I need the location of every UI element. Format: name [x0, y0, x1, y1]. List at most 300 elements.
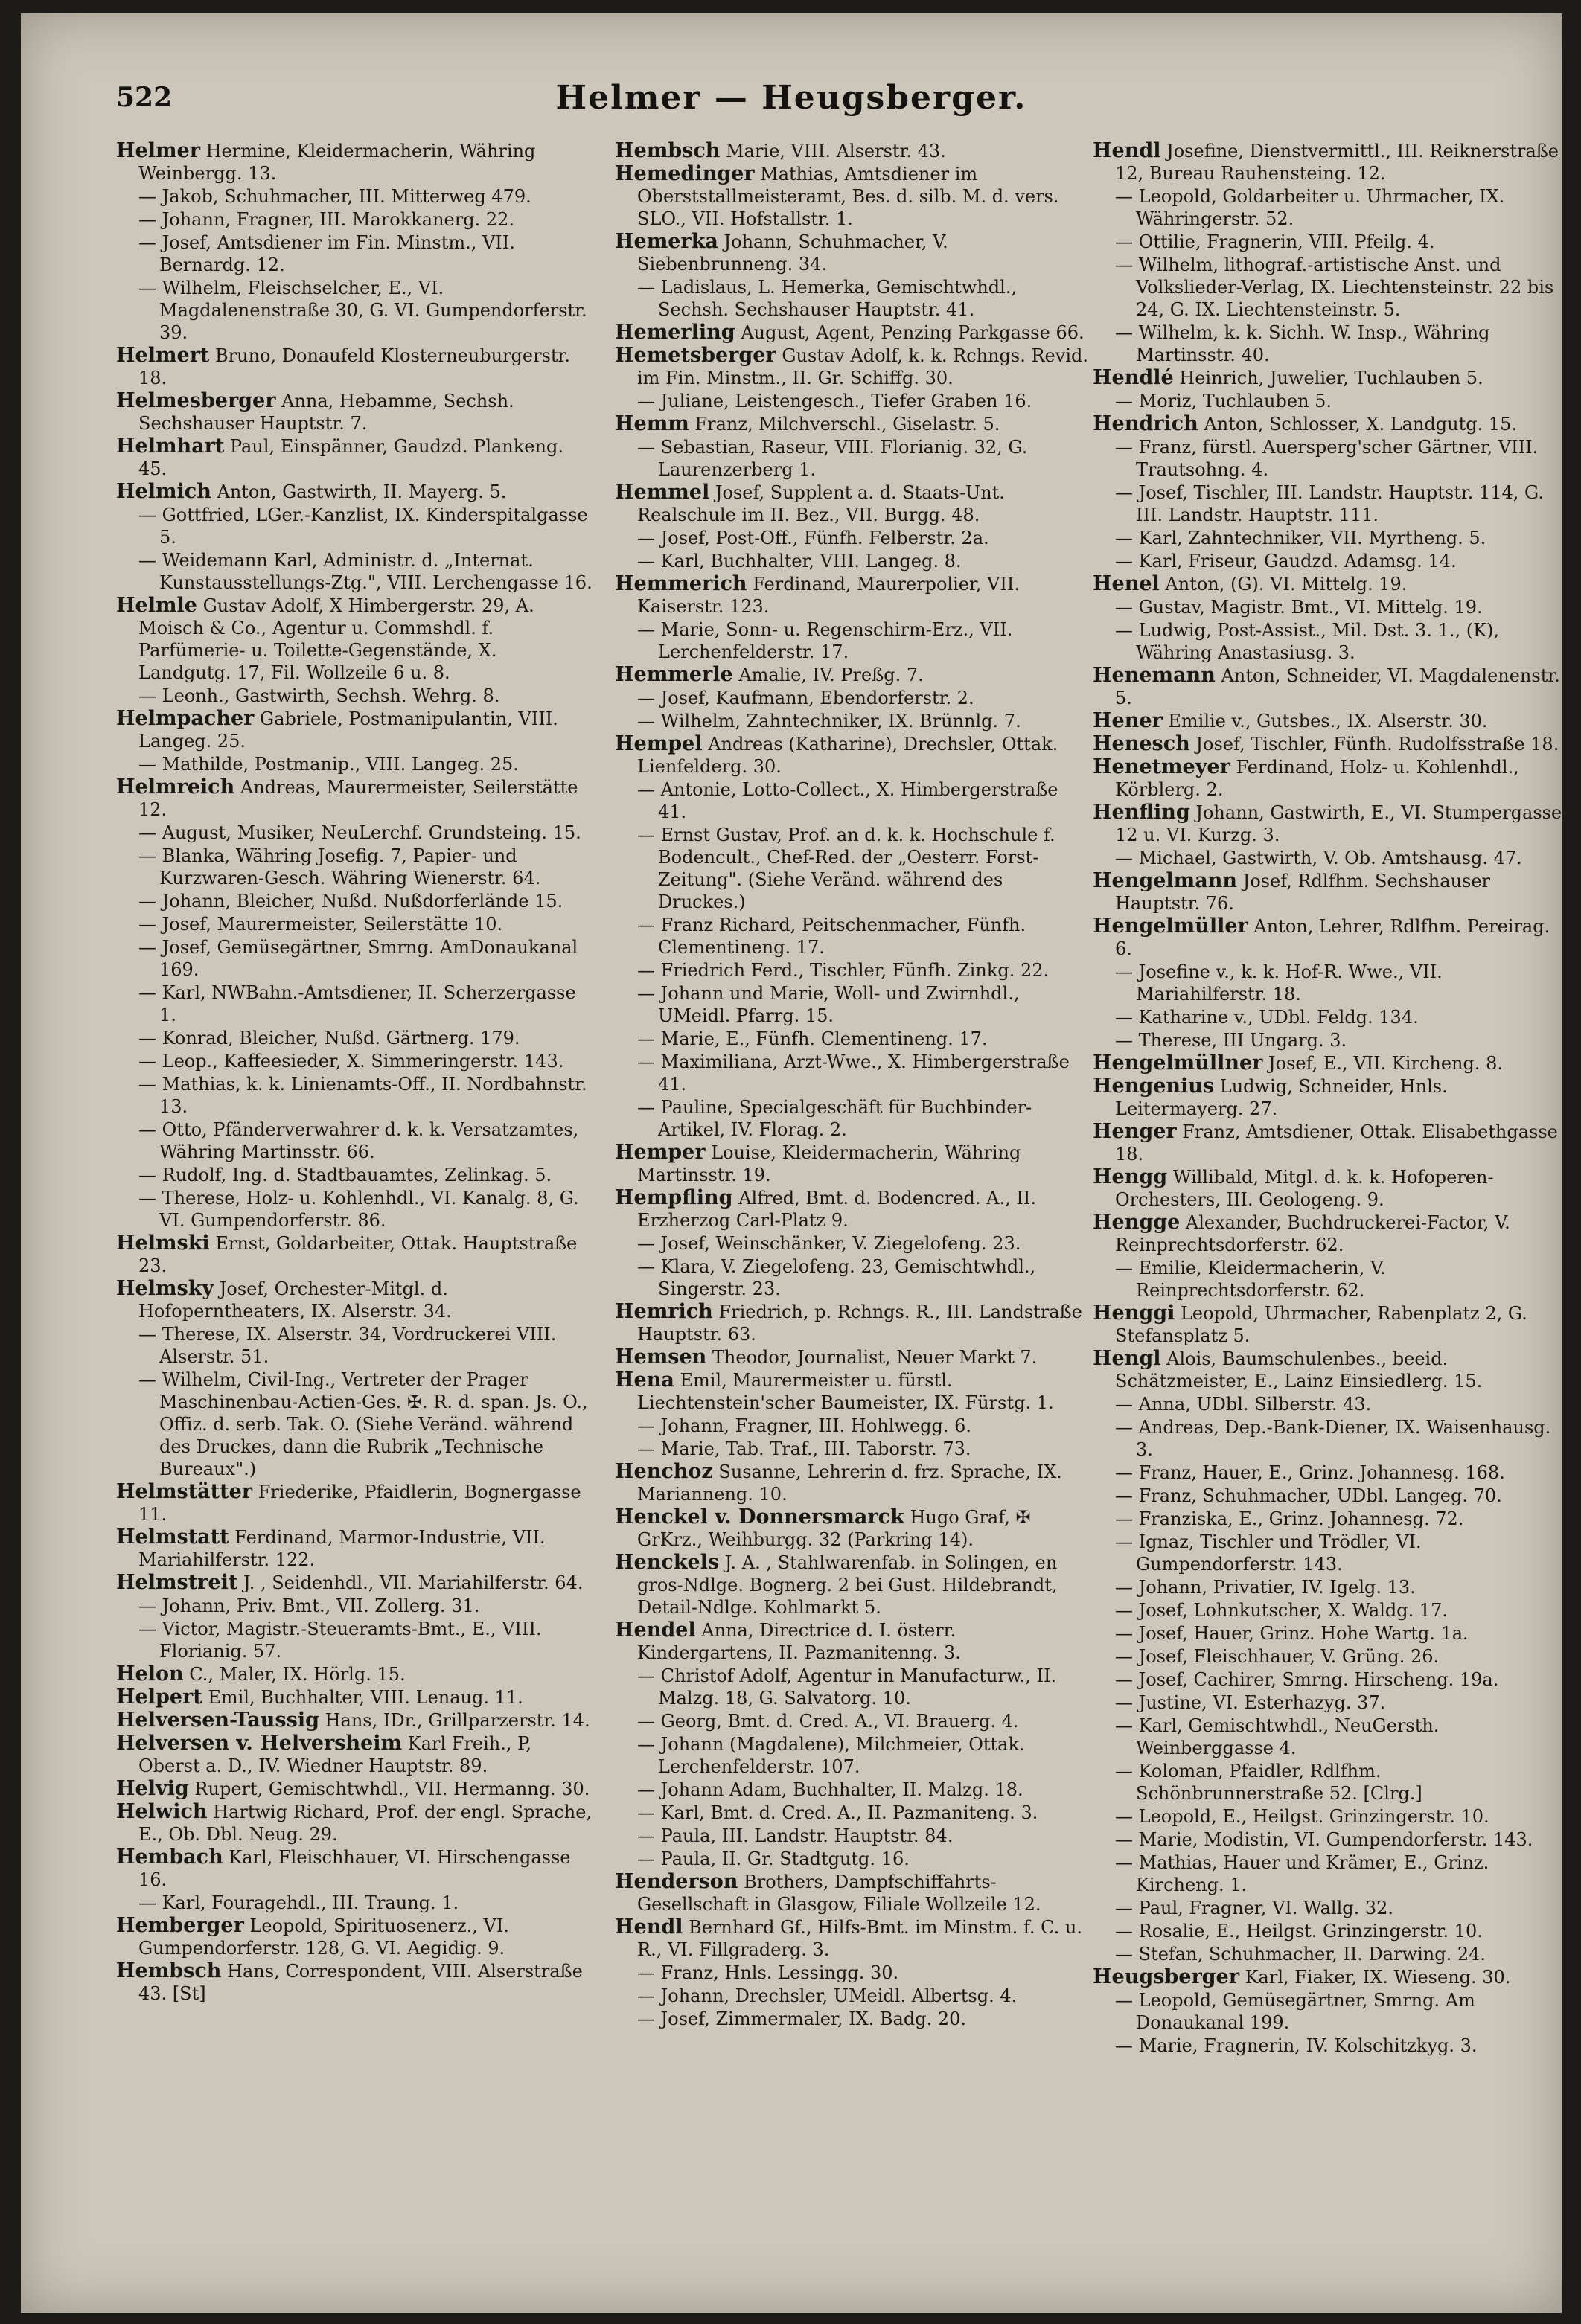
directory-entry — [1093, 231, 1562, 253]
entry-details: — Karl, Fouragehdl., III. Traung. 1. — [138, 1892, 459, 1913]
directory-entry — [615, 163, 1091, 230]
directory-entry — [116, 1732, 593, 1777]
entry-details: — Johann Adam, Buchhalter, II. Malzg. 18. — [637, 1779, 1023, 1800]
directory-entry — [116, 595, 593, 684]
entry-details: — Josef, Kaufmann, Ebendorferstr. 2. — [637, 688, 974, 708]
entry-details: Josef, Orchester-Mitgl. d. Hofoperntheaters, IX. Alserstr. 34. — [138, 1278, 452, 1322]
entry-details: — Johann (Magdalene), Milchmeier, Ottak. Lerchenfelderstr. 107. — [637, 1734, 1025, 1777]
entry-details: — Mathias, Hauer und Krämer, E., Grinz. Kircheng. 1. — [1115, 1852, 1489, 1895]
entry-details: — Karl, Friseur, Gaudzd. Adamsg. 14. — [1115, 551, 1457, 572]
entry-details: Josef, E., VII. Kircheng. 8. — [1268, 1053, 1504, 1074]
entry-surname: Henchoz — [615, 1460, 713, 1483]
directory-page — [21, 13, 1562, 2313]
directory-entry — [116, 708, 593, 752]
entry-details: — Ignaz, Tischler und Trödler, VI. Gumpendorferstr. 143. — [1115, 1531, 1422, 1575]
entry-surname: Helmich — [116, 480, 211, 503]
directory-entry — [615, 778, 1091, 823]
directory-entry — [615, 1187, 1091, 1232]
entry-surname: Hembsch — [116, 1959, 222, 1982]
entry-details: Josef, Rdlfhm. Sechshauser Hauptstr. 76. — [1115, 871, 1491, 914]
entry-details: — Antonie, Lotto-Collect., X. Himbergerstraße 41. — [637, 779, 1058, 822]
directory-entry — [615, 1916, 1091, 1961]
entry-details: — Karl, Zahntechniker, VII. Myrtheng. 5. — [1115, 528, 1486, 548]
directory-entry — [1093, 1622, 1562, 1645]
entry-surname: Hemper — [615, 1141, 706, 1164]
entry-details: — Karl, Gemischtwhdl., NeuGersth. Weinberggasse 4. — [1115, 1715, 1440, 1758]
entry-surname: Hengelmann — [1093, 869, 1237, 892]
directory-entry — [116, 1846, 593, 1891]
directory-entry — [615, 1051, 1091, 1095]
directory-entry — [1093, 1416, 1562, 1461]
entry-surname: Helmski — [116, 1232, 210, 1255]
entry-details: August, Agent, Penzing Parkgasse 66. — [741, 322, 1085, 343]
entry-surname: Helpert — [116, 1686, 202, 1709]
entry-details: Josef, Supplent a. d. Staats-Unt. Realschule im II. Bez., VII. Burgg. 48. — [637, 482, 1005, 525]
directory-entry — [615, 1232, 1091, 1255]
directory-entry — [1093, 573, 1562, 595]
directory-entry — [116, 1915, 593, 1959]
entry-details: — Koloman, Pfaidler, Rdlfhm. Schönbrunnerstraße 52. [Clrg.] — [1115, 1761, 1422, 1804]
directory-entry — [116, 1572, 593, 1594]
entry-surname: Helmpacher — [116, 707, 255, 730]
entry-details: Paul, Einspänner, Gaudzd. Plankeng. 45. — [138, 436, 563, 479]
directory-entry — [116, 504, 593, 548]
entry-details: Marie, VIII. Alserstr. 43. — [726, 141, 946, 161]
directory-entry — [1093, 1851, 1562, 1896]
directory-entry — [1093, 321, 1562, 366]
entry-details: Franz, Amtsdiener, Ottak. Elisabethgasse 18. — [1115, 1121, 1558, 1165]
entry-details: — Leopold, E., Heilgst. Grinzingerstr. 10. — [1115, 1806, 1489, 1827]
directory-entry — [1093, 1943, 1562, 1965]
entry-details: Andreas (Katharine), Drechsler, Ottak. Lienfelderg. 30. — [637, 734, 1058, 777]
entry-details: Hans, IDr., Grillparzerstr. 14. — [325, 1710, 590, 1731]
entry-details: — Blanka, Währing Josefig. 7, Papier- und Kurzwaren-Gesch. Währing Wienerstr. 64. — [138, 845, 541, 889]
directory-entry — [1093, 481, 1562, 526]
entry-surname: Helmer — [116, 140, 200, 162]
entry-surname: Hembsch — [615, 140, 721, 162]
directory-entry — [615, 618, 1091, 663]
entry-details: — Franz, fürstl. Auersperg'scher Gärtner, VIII. Trautsohng. 4. — [1115, 437, 1539, 480]
directory-entry — [1093, 756, 1562, 801]
directory-entry — [615, 1871, 1091, 1915]
entry-surname: Hemrich — [615, 1300, 713, 1323]
entry-details: — Leonh., Gastwirth, Sechsh. Wehrg. 8. — [138, 685, 500, 706]
directory-entry — [116, 1164, 593, 1186]
entry-details: Louise, Kleidermacherin, Währing Martinsstr. 19. — [637, 1142, 1021, 1185]
entry-details: — Paula, II. Gr. Stadtgutg. 16. — [637, 1848, 910, 1869]
entry-details: — Otto, Pfänderverwahrer d. k. k. Versatzamtes, Währing Martinsstr. 66. — [138, 1119, 579, 1162]
directory-entry — [615, 824, 1091, 913]
entry-surname: Hengelmüller — [1093, 915, 1248, 938]
entry-details: Josefine, Dienstvermittl., III. Reiknerstraße 12, Bureau Rauhensteing. 12. — [1115, 141, 1559, 184]
entry-details: — Rosalie, E., Heilgst. Grinzingerstr. 10. — [1115, 1921, 1483, 1942]
entry-details: Ferdinand, Marmor-Industrie, VII. Mariahilferstr. 122. — [138, 1527, 546, 1570]
entry-surname: Hendl — [615, 1915, 683, 1939]
directory-entry — [1093, 665, 1562, 709]
entry-details: — Paul, Fragner, VI. Wallg. 32. — [1115, 1898, 1394, 1918]
directory-entry — [1093, 1075, 1562, 1120]
entry-details: — Georg, Bmt. d. Cred. A., VI. Brauerg. 4. — [637, 1711, 1019, 1732]
entry-details: — Anna, UDbl. Silberstr. 43. — [1115, 1394, 1372, 1415]
entry-details: Alfred, Bmt. d. Bodencred. A., II. Erzherzog Carl-Platz 9. — [637, 1188, 1036, 1231]
entry-details: Amalie, IV. Preßg. 7. — [738, 665, 924, 685]
directory-entry — [615, 1438, 1091, 1460]
entry-surname: Hena — [615, 1369, 674, 1392]
entry-surname: Hembach — [116, 1846, 223, 1869]
entry-details: — Josefine v., k. k. Hof-R. Wwe., VII. Mariahilferstr. 18. — [1115, 961, 1443, 1005]
entry-details: Anna, Hebamme, Sechsh. Sechshauser Hauptstr. 7. — [138, 391, 514, 434]
directory-entry — [1093, 1989, 1562, 2034]
directory-entry — [615, 550, 1091, 572]
directory-entry — [116, 913, 593, 935]
entry-surname: Henel — [1093, 572, 1160, 595]
directory-entry — [116, 1187, 593, 1232]
entry-details: Ludwig, Schneider, Hnls. Leitermayerg. 27. — [1115, 1076, 1448, 1119]
directory-entry — [116, 1595, 593, 1617]
entry-details: Susanne, Lehrerin d. frz. Sprache, IX. Marianneng. 10. — [637, 1462, 1062, 1505]
directory-entry — [615, 710, 1091, 732]
entry-details: Anton, Lehrer, Rdlfhm. Pereirag. 6. — [1115, 916, 1550, 959]
directory-entry — [615, 1506, 1091, 1551]
entry-details: — Josef, Weinschänker, V. Ziegelofeng. 23. — [637, 1233, 1021, 1254]
entry-surname: Helmstreit — [116, 1571, 238, 1594]
entry-details: — Josef, Tischler, III. Landstr. Hauptstr. 114, G. III. Landstr. Hauptstr. 111. — [1115, 482, 1544, 525]
directory-entry — [116, 1050, 593, 1072]
entry-details: Ferdinand, Maurerpolier, VII. Kaiserstr. 123. — [637, 574, 1020, 617]
entry-details: Bernhard Gf., Hilfs-Bmt. im Minstm. f. C. u. R., VI. Fillgraderg. 3. — [637, 1917, 1082, 1960]
entry-details: — Josef, Lohnkutscher, X. Waldg. 17. — [1115, 1600, 1449, 1621]
entry-surname: Henemann — [1093, 664, 1216, 687]
entry-surname: Helmert — [116, 344, 210, 367]
entry-details: — Johann, Fragner, III. Marokkanerg. 22. — [138, 209, 515, 230]
directory-entry — [116, 1801, 593, 1846]
entry-details: — Leop., Kaffeesieder, X. Simmeringerstr. 143. — [138, 1051, 564, 1072]
entry-surname: Hemmel — [615, 481, 710, 504]
entry-surname: Helmreich — [116, 775, 235, 798]
directory-entry — [615, 1733, 1091, 1778]
entry-details: Friedrich, p. Rchngs. R., III. Landstraße Hauptstr. 63. — [637, 1302, 1082, 1345]
directory-entry — [1093, 1211, 1562, 1256]
directory-entry — [615, 687, 1091, 709]
directory-entry — [1093, 2035, 1562, 2057]
entry-surname: Hendel — [615, 1619, 696, 1642]
directory-entry — [615, 914, 1091, 958]
directory-entry — [1093, 1691, 1562, 1714]
directory-entry — [1093, 847, 1562, 869]
entry-details: Hartwig Richard, Prof. der engl. Sprache, E., Ob. Dbl. Neug. 29. — [138, 1802, 593, 1845]
directory-entry — [1093, 1715, 1562, 1759]
directory-entry — [1093, 1029, 1562, 1051]
directory-entry — [116, 549, 593, 594]
page-title: Helmer — Heugsberger. — [555, 79, 1027, 117]
entry-details: — Franz Richard, Peitschenmacher, Fünfh. Clementineng. 17. — [637, 915, 1026, 958]
entry-details: — Michael, Gastwirth, V. Ob. Amtshausg. 47. — [1115, 848, 1522, 868]
entry-details: Gustav Adolf, k. k. Rchngs. Revid. im Fin. Minstm., II. Gr. Schiffg. 30. — [637, 345, 1088, 388]
directory-entry — [116, 1686, 593, 1709]
directory-entry — [615, 1255, 1091, 1300]
entry-details: — Therese, III Ungarg. 3. — [1115, 1030, 1347, 1051]
directory-entry — [615, 390, 1091, 412]
directory-entry — [1093, 1006, 1562, 1028]
directory-entry — [615, 1619, 1091, 1664]
entry-details: Josef, Tischler, Fünfh. Rudolfsstraße 18. — [1195, 734, 1559, 755]
entry-details: Mathias, Amtsdiener im Oberststallmeisteramt, Bes. d. silb. M. d. vers. SLO., VII. Hofstallstr. 1. — [637, 164, 1059, 229]
entry-details: Karl, Fiaker, IX. Wieseng. 30. — [1245, 1967, 1511, 1988]
entry-surname: Helon — [116, 1662, 184, 1686]
entry-details: — Ernst Gustav, Prof. an d. k. k. Hochschule f. Bodencult., Chef-Red. der „Oesterr. Forst-Zeitung". (Siehe Veränd. während des Druckes.) — [637, 825, 1055, 912]
directory-entry — [1093, 1805, 1562, 1828]
page-header — [21, 13, 1562, 117]
entry-details: — Josef, Maurermeister, Seilerstätte 10. — [138, 914, 503, 935]
entry-details: — Johann und Marie, Woll- und Zwirnhdl., UMeidl. Pfarrg. 15. — [637, 983, 1020, 1026]
entry-details: Karl, Fleischhauer, VI. Hirschengasse 16. — [138, 1847, 571, 1890]
entry-details: — Klara, V. Ziegelofeng. 23, Gemischtwhdl., Singerstr. 23. — [637, 1256, 1036, 1299]
entry-details: — Franz, Hnls. Lessingg. 30. — [637, 1962, 899, 1983]
entry-surname: Henger — [1093, 1120, 1177, 1143]
directory-entry — [1093, 733, 1562, 755]
entry-details: — Franz, Schuhmacher, UDbl. Langeg. 70. — [1115, 1485, 1502, 1506]
directory-entry — [615, 1142, 1091, 1186]
entry-details: — Leopold, Goldarbeiter u. Uhrmacher, IX. Währingerstr. 52. — [1115, 186, 1505, 229]
directory-entry — [116, 936, 593, 981]
entry-details: Gabriele, Postmanipulantin, VIII. Langeg. 25. — [138, 708, 558, 752]
directory-entry — [116, 390, 593, 435]
entry-details: — Franz, Hauer, E., Grinz. Johannesg. 168. — [1115, 1462, 1505, 1483]
directory-entry — [1093, 1508, 1562, 1530]
entry-details: — Katharine v., UDbl. Feldg. 134. — [1115, 1007, 1419, 1028]
directory-entry — [615, 2008, 1091, 2030]
directory-entry — [1093, 1348, 1562, 1392]
directory-entry — [615, 1962, 1091, 1984]
entry-details: — Maximiliana, Arzt-Wwe., X. Himbergerstraße 41. — [637, 1051, 1070, 1095]
entry-details: — Victor, Magistr.-Steueramts-Bmt., E., VIII. Florianig. 57. — [138, 1619, 542, 1662]
entry-details: C., Maler, IX. Hörlg. 15. — [189, 1664, 406, 1685]
directory-entry — [1093, 1393, 1562, 1415]
directory-entry — [116, 1892, 593, 1914]
directory-entry — [116, 345, 593, 389]
entry-details: — Rudolf, Ing. d. Stadtbauamtes, Zelinkag. 5. — [138, 1165, 552, 1185]
page-number: 522 — [116, 82, 173, 113]
entry-details: Friederike, Pfaidlerin, Bognergasse 11. — [138, 1482, 581, 1525]
directory-entry — [116, 1073, 593, 1118]
directory-entry — [116, 1526, 593, 1571]
entry-surname: Hemsen — [615, 1345, 707, 1369]
directory-entry — [116, 776, 593, 821]
entry-details: — Josef, Amtsdiener im Fin. Minstm., VII. Bernardg. 12. — [138, 232, 515, 275]
directory-entry — [1093, 1668, 1562, 1691]
directory-entry — [116, 185, 593, 208]
entry-details: — Therese, Holz- u. Kohlenhdl., VI. Kanalg. 8, G. VI. Gumpendorferstr. 86. — [138, 1188, 579, 1231]
entry-details: — Mathilde, Postmanip., VIII. Langeg. 25. — [138, 754, 519, 775]
entry-details: — Josef, Cachirer, Smrng. Hirscheng. 19a. — [1115, 1669, 1499, 1690]
entry-details: — Ludwig, Post-Assist., Mil. Dst. 3. 1., (K), Währing Anastasiusg. 3. — [1115, 620, 1500, 663]
directory-entry — [615, 1301, 1091, 1345]
entry-surname: Henfling — [1093, 801, 1190, 824]
entry-details: — Karl, Buchhalter, VIII. Langeg. 8. — [637, 551, 962, 572]
directory-entry — [615, 1369, 1091, 1414]
entry-details: — Friedrich Ferd., Tischler, Fünfh. Zinkg. 22. — [637, 960, 1050, 981]
entry-surname: Hengl — [1093, 1347, 1161, 1370]
directory-entry — [1093, 1462, 1562, 1484]
entry-surname: Helmle — [116, 594, 197, 617]
entry-surname: Helversen v. Helversheim — [116, 1732, 403, 1755]
directory-entry — [1093, 1897, 1562, 1919]
entry-surname: Henetmeyer — [1093, 755, 1230, 778]
entry-details: Hugo Graf, ✠ GrKrz., Weihburgg. 32 (Parkring 14). — [637, 1507, 1031, 1550]
directory-entry — [1093, 1828, 1562, 1851]
entry-details: — Gottfried, LGer.-Kanzlist, IX. Kinderspitalgasse 5. — [138, 505, 588, 548]
entry-details: Rupert, Gemischtwhdl., VII. Hermanng. 30. — [194, 1779, 590, 1799]
entry-surname: Hengenius — [1093, 1075, 1215, 1098]
entry-details: Heinrich, Juwelier, Tuchlauben 5. — [1179, 368, 1483, 388]
entry-details: Anna, Directrice d. I. österr. Kindergartens, II. Pazmanitenng. 3. — [637, 1620, 961, 1663]
directory-entry — [1093, 1302, 1562, 1347]
entry-surname: Hempfling — [615, 1186, 733, 1209]
entry-details: — Wilhelm, lithograf.-artistische Anst. und Volkslieder-Verlag, IX. Liechtensteinstr. 22 bis 24, G. IX. Liechtensteinstr. 5. — [1115, 255, 1554, 320]
entry-details: Johann, Gastwirth, E., VI. Stumpergasse 12 u. VI. Kurzg. 3. — [1115, 802, 1562, 845]
entry-surname: Helmstätter — [116, 1480, 253, 1503]
directory-entry — [116, 1278, 593, 1322]
entry-surname: Hempel — [615, 732, 703, 755]
directory-entry — [615, 1461, 1091, 1505]
entry-details: — Pauline, Specialgeschäft für Buchbinder-Artikel, IV. Florag. 2. — [637, 1097, 1032, 1140]
entry-details: Emil, Buchhalter, VIII. Lenaug. 11. — [208, 1687, 523, 1708]
directory-entry — [1093, 1485, 1562, 1507]
directory-entry — [615, 1415, 1091, 1437]
directory-entry — [116, 140, 593, 185]
directory-entry — [1093, 961, 1562, 1005]
entry-surname: Hemerka — [615, 230, 718, 253]
entry-details: — Johann, Priv. Bmt., VII. Zollerg. 31. — [138, 1595, 480, 1616]
entry-surname: Hemm — [615, 412, 689, 435]
entry-surname: Hengg — [1093, 1165, 1168, 1188]
directory-entry — [1093, 1920, 1562, 1942]
directory-entry — [116, 1369, 593, 1480]
entry-details: Willibald, Mitgl. d. k. k. Hofoperen-Orchesters, III. Geologeng. 9. — [1115, 1167, 1494, 1210]
directory-entry — [1093, 254, 1562, 321]
directory-entry — [116, 481, 593, 503]
entry-details: — Weidemann Karl, Administr. d. „Internat. Kunstausstellungs-Ztg.", VIII. Lerchengasse 16. — [138, 550, 593, 593]
directory-entry — [116, 1027, 593, 1049]
entry-details: — Therese, IX. Alserstr. 34, Vordruckerei VIII. Alserstr. 51. — [138, 1324, 557, 1367]
entry-details: Ferdinand, Holz- u. Kohlenhdl., Körblerg. 2. — [1115, 757, 1519, 800]
entry-details: — Leopold, Gemüsegärtner, Smrng. Am Donaukanal 199. — [1115, 1990, 1475, 2033]
entry-surname: Henggi — [1093, 1302, 1175, 1325]
entry-details: — Johann, Drechsler, UMeidl. Albertsg. 4. — [637, 1985, 1018, 2006]
entry-surname: Helmesberger — [116, 389, 276, 412]
directory-entry — [615, 1665, 1091, 1709]
directory-entry — [1093, 1966, 1562, 1988]
entry-details: J. , Seidenhdl., VII. Mariahilferstr. 64. — [243, 1572, 584, 1593]
directory-entry — [116, 822, 593, 844]
entry-surname: Hemetsberger — [615, 344, 776, 367]
entry-details: Leopold, Spirituosenerz., VI. Gumpendorferstr. 128, G. VI. Aegidig. 9. — [138, 1915, 509, 1959]
directory-entry — [1093, 367, 1562, 389]
entry-details: Anton, (G). VI. Mittelg. 19. — [1165, 574, 1408, 595]
directory-entry — [1093, 1052, 1562, 1075]
directory-entry — [116, 1118, 593, 1163]
directory-entry — [116, 1232, 593, 1277]
entry-details: — Franziska, E., Grinz. Johannesg. 72. — [1115, 1508, 1464, 1529]
entry-surname: Hendl — [1093, 140, 1161, 162]
directory-entry — [1093, 710, 1562, 732]
directory-entry — [1093, 1166, 1562, 1211]
directory-entry — [615, 573, 1091, 618]
entry-surname: Helmstatt — [116, 1526, 229, 1549]
directory-entry — [615, 664, 1091, 686]
directory-entry — [116, 231, 593, 276]
directory-entry — [615, 1710, 1091, 1732]
entry-details: Anton, Schneider, VI. Magdalenenstr. 5. — [1115, 665, 1560, 708]
entry-details: Franz, Milchverschl., Giselastr. 5. — [694, 414, 1000, 435]
directory-column-2 — [615, 140, 1091, 2283]
directory-entry — [615, 1848, 1091, 1870]
entry-details: — Marie, Tab. Traf., III. Taborstr. 73. — [637, 1438, 971, 1459]
directory-entry — [116, 1663, 593, 1686]
directory-entry — [615, 527, 1091, 549]
entry-details: Hans, Correspondent, VIII. Alserstraße 43. [St] — [138, 1961, 583, 2004]
entry-details: Emil, Maurermeister u. fürstl. Liechtenstein'scher Baumeister, IX. Fürstg. 1. — [637, 1370, 1054, 1413]
directory-entry — [615, 1985, 1091, 2007]
entry-surname: Hengelmüllner — [1093, 1051, 1263, 1075]
entry-details: Emilie v., Gutsbes., IX. Alserstr. 30. — [1168, 711, 1488, 732]
directory-entry — [1093, 1257, 1562, 1302]
entry-details: — Juliane, Leistengesch., Tiefer Graben 16. — [637, 391, 1032, 412]
directory-entry — [1093, 390, 1562, 412]
directory-entry — [1093, 1576, 1562, 1598]
entry-surname: Henderson — [615, 1870, 738, 1893]
directory-entry — [615, 1028, 1091, 1050]
directory-entry — [615, 959, 1091, 982]
directory-entry — [615, 345, 1091, 389]
entry-details: Karl Freih., P, Oberst a. D., IV. Wiedner Hauptstr. 89. — [138, 1733, 532, 1776]
directory-entry — [116, 890, 593, 912]
entry-details: — Josef, Post-Off., Fünfh. Felberstr. 2a. — [637, 528, 989, 548]
entry-details: — Wilhelm, Civil-Ing., Vertreter der Prager Maschinenbau-Actien-Ges. ✠. R. d. span. Js. O., Offiz. d. serb. Tak. O. (Siehe Veränd. während des Druckes, dann die Rubrik „Technische Bureaux".) — [138, 1369, 588, 1479]
directory-entry — [116, 1709, 593, 1732]
entry-surname: Hemberger — [116, 1914, 244, 1937]
directory-entry — [615, 321, 1091, 344]
entry-details: Anton, Gastwirth, II. Mayerg. 5. — [217, 481, 507, 502]
directory-entry — [1093, 596, 1562, 618]
entry-details: Gustav Adolf, X Himbergerstr. 29, A. Moisch & Co., Agentur u. Commshdl. f. Parfümerie- u. Toilette-Gegenstände, X. Landgutg. 17, Fil. Wollzeile 6 u. 8. — [138, 595, 534, 683]
entry-surname: Hemmerich — [615, 572, 747, 595]
entry-surname: Henckel v. Donnersmarck — [615, 1505, 904, 1528]
directory-entry — [116, 277, 593, 344]
entry-details: — Andreas, Dep.-Bank-Diener, IX. Waisenhausg. 3. — [1115, 1417, 1551, 1460]
directory-entry — [1093, 1645, 1562, 1668]
entry-details: — Paula, III. Landstr. Hauptstr. 84. — [637, 1825, 954, 1846]
entry-details: — August, Musiker, NeuLerchf. Grundsteing. 15. — [138, 822, 581, 843]
entry-surname: Helversen-Taussig — [116, 1709, 319, 1732]
entry-details: Brothers, Dampfschiffahrts-Gesellschaft in Glasgow, Filiale Wollzeile 12. — [637, 1872, 1041, 1915]
directory-entry — [116, 845, 593, 889]
directory-entry — [1093, 1531, 1562, 1575]
entry-details: Ernst, Goldarbeiter, Ottak. Hauptstraße 23. — [138, 1233, 578, 1276]
entry-surname: Henesch — [1093, 732, 1190, 755]
directory-entry — [1093, 140, 1562, 185]
entry-details: — Wilhelm, k. k. Sichh. W. Insp., Währing Martinsstr. 40. — [1115, 322, 1490, 365]
entry-details: — Konrad, Bleicher, Nußd. Gärtnerg. 179. — [138, 1028, 520, 1049]
directory-entry — [615, 1346, 1091, 1369]
directory-entry — [615, 276, 1091, 321]
entry-details: Bruno, Donaufeld Klosterneuburgerstr. 18. — [138, 345, 570, 388]
entry-surname: Hemmerle — [615, 663, 733, 686]
entry-surname: Helwich — [116, 1800, 208, 1823]
entry-details: — Johann, Privatier, IV. Igelg. 13. — [1115, 1577, 1416, 1598]
entry-details: Alois, Baumschulenbes., beeid. Schätzmeister, E., Lainz Einsiedlerg. 15. — [1115, 1348, 1483, 1392]
entry-details: — Karl, NWBahn.-Amtsdiener, II. Scherzergasse 1. — [138, 982, 576, 1025]
